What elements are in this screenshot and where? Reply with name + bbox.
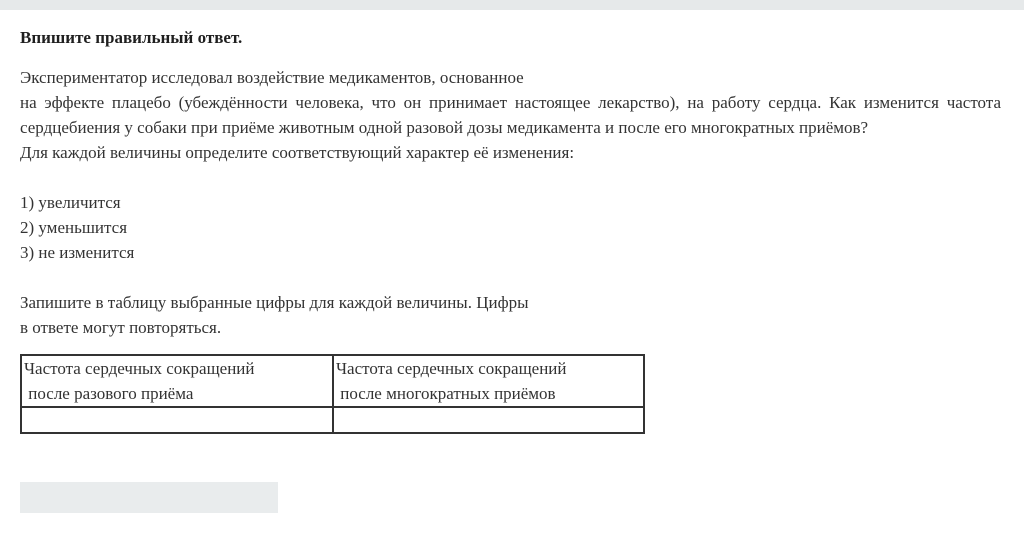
question-line-3: Для каждой величины определите соответствующий характер её изменения: <box>20 143 575 162</box>
answer-cell-1[interactable] <box>21 407 333 433</box>
write-instruction-line-1: Запишите в таблицу выбранные цифры для каждой величины. Цифры <box>20 293 529 312</box>
write-instruction-line-2: в ответе могут повторяться. <box>20 318 222 337</box>
answer-table <box>20 354 645 434</box>
write-instruction <box>20 290 1001 340</box>
task-content <box>20 27 1001 434</box>
table-header-cell <box>333 355 644 407</box>
header-1-line-1: Частота сердечных сокращений <box>24 359 255 378</box>
table-header-row <box>21 355 644 407</box>
options-list <box>20 190 1001 265</box>
option-item: 1) увеличится <box>20 193 121 212</box>
question-line-2: на эффекте плацебо (убеждённости человека, что он принимает настоящее лекарство), на работу сердца. Как изменится частота сердцебиения у собаки при приёме животным одной разовой дозы медикамента и после его многократных приёмов? <box>20 93 1001 137</box>
header-2-line-1: Частота сердечных сокращений <box>336 359 567 378</box>
option-item: 2) уменьшится <box>20 218 128 237</box>
header-1-line-2: после разового приёма <box>24 384 194 403</box>
table-header-cell <box>21 355 333 407</box>
task-instruction: Впишите правильный ответ. <box>20 28 243 47</box>
top-bar <box>0 0 1024 10</box>
option-item: 3) не изменится <box>20 243 135 262</box>
question-line-1: Экспериментатор исследовал воздействие медикаментов, основанное <box>20 68 524 87</box>
answer-input[interactable] <box>20 482 278 513</box>
header-2-line-2: после многократных приёмов <box>336 384 556 403</box>
answer-cell-2[interactable] <box>333 407 644 433</box>
table-row <box>21 407 644 433</box>
